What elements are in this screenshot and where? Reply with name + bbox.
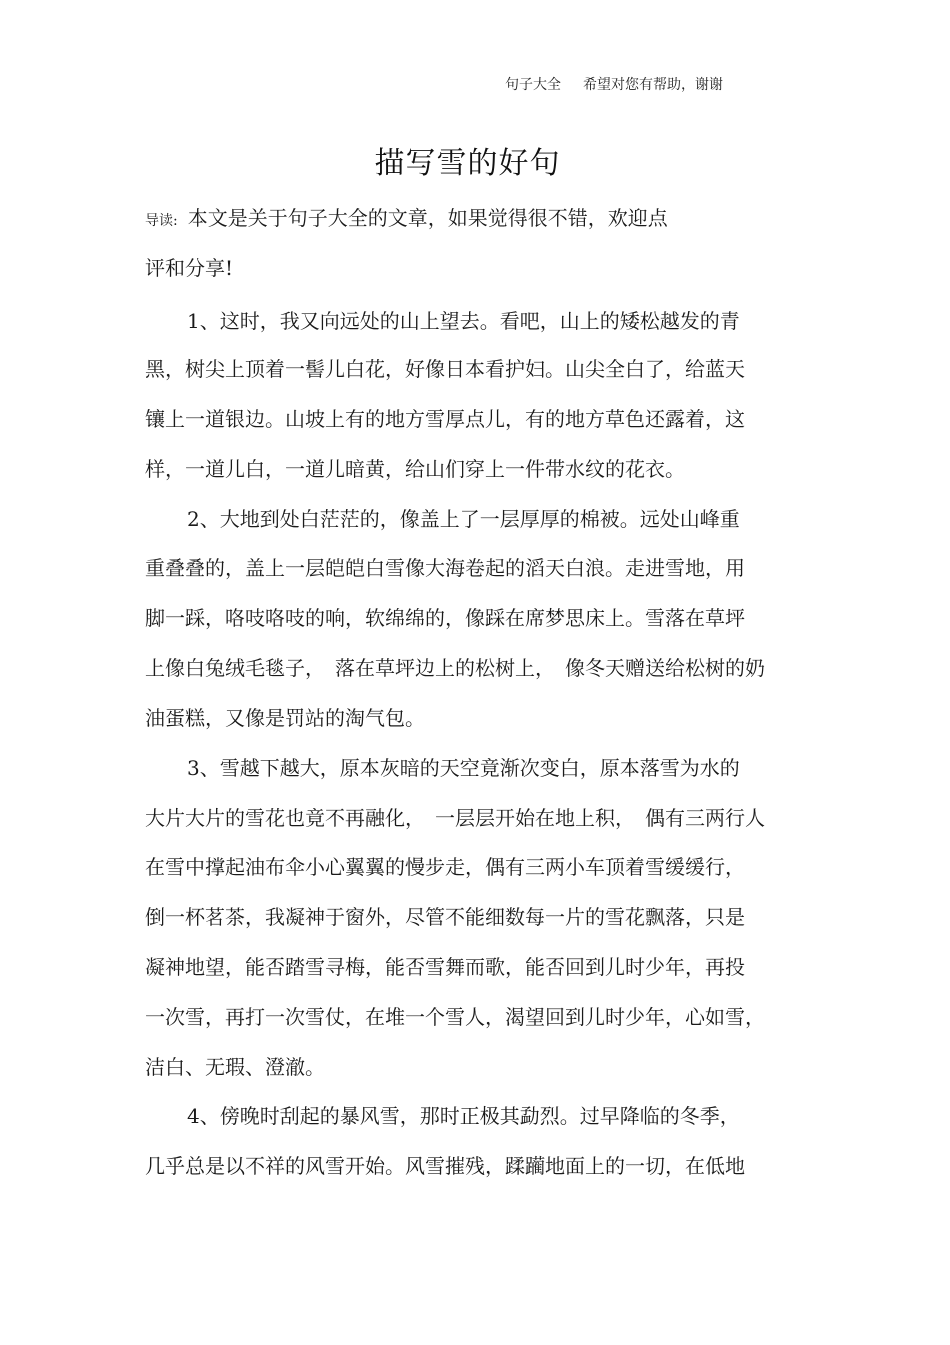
paragraph-line: 3、雪越下越大，原本灰暗的天空竟渐次变白，原本落雪为水的 bbox=[187, 756, 740, 780]
intro-line bbox=[145, 206, 668, 233]
document-title: 描写雪的好句 bbox=[374, 146, 561, 181]
intro-line: 评和分享! bbox=[145, 256, 234, 280]
header-site-name: 句子大全 bbox=[505, 77, 561, 93]
paragraph-line: 样，一道儿白，一道儿暗黄，给山们穿上一件带水纹的花衣。 bbox=[145, 457, 685, 481]
paragraph-line: 2、大地到处白茫茫的，像盖上了一层厚厚的棉被。远处山峰重 bbox=[187, 507, 740, 531]
paragraph-line: 油蛋糕，又像是罚站的淘气包。 bbox=[145, 706, 425, 730]
paragraph-line: 一次雪，再打一次雪仗，在堆一个雪人，渴望回到儿时少年，心如雪， bbox=[145, 1005, 765, 1029]
paragraph-line: 倒一杯茗茶，我凝神于窗外，尽管不能细数每一片的雪花飘落，只是 bbox=[145, 905, 745, 929]
paragraph-line: 几乎总是以不祥的风雪开始。风雪摧残，蹂躏地面上的一切，在低地 bbox=[145, 1154, 745, 1178]
paragraph-line: 重叠叠的，盖上一层皑皑白雪像大海卷起的滔天白浪。走进雪地，用 bbox=[145, 556, 745, 580]
paragraph-line: 镶上一道银边。山坡上有的地方雪厚点儿，有的地方草色还露着，这 bbox=[145, 407, 745, 431]
paragraph-line: 洁白、无瑕、澄澈。 bbox=[145, 1055, 325, 1079]
paragraph-line: 黑，树尖上顶着一髻儿白花，好像日本看护妇。山尖全白了，给蓝天 bbox=[145, 357, 745, 381]
paragraph-line: 上像白兔绒毛毯子， 落在草坪边上的松树上， 像冬天赠送给松树的奶 bbox=[145, 656, 765, 680]
page-header bbox=[505, 74, 723, 94]
intro-text: 本文是关于句子大全的文章，如果觉得很不错，欢迎点 bbox=[187, 206, 668, 230]
paragraph-line: 凝神地望，能否踏雪寻梅，能否雪舞而歌，能否回到儿时少年，再投 bbox=[145, 955, 745, 979]
paragraph-line: 在雪中撑起油布伞小心翼翼的慢步走，偶有三两小车顶着雪缓缓行， bbox=[145, 855, 745, 879]
paragraph-line: 大片大片的雪花也竟不再融化， 一层层开始在地上积， 偶有三两行人 bbox=[145, 806, 765, 830]
intro-label: 导读: bbox=[145, 213, 178, 229]
paragraph-line: 1、这时，我又向远处的山上望去。看吧，山上的矮松越发的青 bbox=[187, 309, 740, 333]
paragraph-line: 4、傍晚时刮起的暴风雪，那时正极其勐烈。过早降临的冬季， bbox=[187, 1104, 740, 1128]
paragraph-line: 脚一踩，咯吱咯吱的响，软绵绵的，像踩在席梦思床上。雪落在草坪 bbox=[145, 606, 745, 630]
header-thanks-text: 希望对您有帮助，谢谢 bbox=[583, 77, 723, 93]
